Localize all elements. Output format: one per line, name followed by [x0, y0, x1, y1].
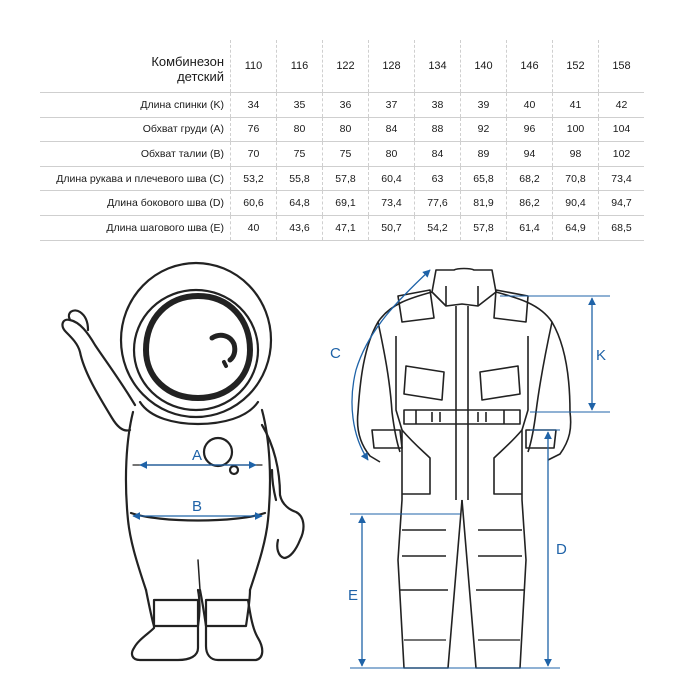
table-cell: 86,2	[507, 191, 553, 216]
table-cell: 64,9	[553, 215, 599, 240]
table-cell: 63	[415, 166, 461, 191]
label-k: K	[596, 347, 607, 364]
label-d: D	[556, 541, 567, 558]
table-cell: 57,8	[323, 166, 369, 191]
size-header-cell: 116	[277, 40, 323, 93]
size-header-cell: 146	[507, 40, 553, 93]
jumpsuit-dimensions	[350, 270, 610, 668]
astronaut-figure	[63, 263, 304, 660]
size-header-cell: 110	[231, 40, 277, 93]
row-label: Длина спинки (K)	[40, 93, 231, 118]
table-cell: 54,2	[415, 215, 461, 240]
table-cell: 100	[553, 117, 599, 142]
row-label: Обхват груди (A)	[40, 117, 231, 142]
table-cell: 80	[323, 117, 369, 142]
table-cell: 41	[553, 93, 599, 118]
table-cell: 94	[507, 142, 553, 167]
table-cell: 94,7	[599, 191, 645, 216]
table-cell: 90,4	[553, 191, 599, 216]
row-label: Длина шагового шва (E)	[40, 215, 231, 240]
size-header-cell: 134	[415, 40, 461, 93]
table-cell: 102	[599, 142, 645, 167]
table-cell: 92	[461, 117, 507, 142]
table-cell: 57,8	[461, 215, 507, 240]
table-cell: 70,8	[553, 166, 599, 191]
table-cell: 55,8	[277, 166, 323, 191]
table-cell: 38	[415, 93, 461, 118]
table-cell: 96	[507, 117, 553, 142]
table-cell: 43,6	[277, 215, 323, 240]
table-cell: 77,6	[415, 191, 461, 216]
size-header-cell: 158	[599, 40, 645, 93]
jumpsuit-figure	[358, 269, 571, 669]
table-cell: 64,8	[277, 191, 323, 216]
label-e: E	[348, 587, 359, 604]
table-cell: 88	[415, 117, 461, 142]
table-cell: 60,6	[231, 191, 277, 216]
table-cell: 70	[231, 142, 277, 167]
table-cell: 76	[231, 117, 277, 142]
row-label: Обхват талии (B)	[40, 142, 231, 167]
table-cell: 60,4	[369, 166, 415, 191]
table-cell: 73,4	[599, 166, 645, 191]
row-label: Длина бокового шва (D)	[40, 191, 231, 216]
table-cell: 37	[369, 93, 415, 118]
table-cell: 68,2	[507, 166, 553, 191]
table-cell: 35	[277, 93, 323, 118]
table-cell: 40	[507, 93, 553, 118]
table-cell: 84	[415, 142, 461, 167]
table-cell: 42	[599, 93, 645, 118]
table-cell: 104	[599, 117, 645, 142]
table-cell: 36	[323, 93, 369, 118]
table-cell: 69,1	[323, 191, 369, 216]
table-cell: 40	[231, 215, 277, 240]
row-label: Длина рукава и плечевого шва (C)	[40, 166, 231, 191]
table-cell: 75	[277, 142, 323, 167]
table-cell: 80	[277, 117, 323, 142]
table-cell: 89	[461, 142, 507, 167]
size-header-cell: 128	[369, 40, 415, 93]
label-a: A	[192, 447, 203, 464]
table-cell: 47,1	[323, 215, 369, 240]
table-cell: 65,8	[461, 166, 507, 191]
table-cell: 61,4	[507, 215, 553, 240]
table-cell: 34	[231, 93, 277, 118]
table-cell: 81,9	[461, 191, 507, 216]
table-cell: 80	[369, 142, 415, 167]
label-b: B	[192, 498, 203, 515]
table-cell: 68,5	[599, 215, 645, 240]
table-cell: 98	[553, 142, 599, 167]
table-cell: 50,7	[369, 215, 415, 240]
table-cell: 75	[323, 142, 369, 167]
size-header-cell: 140	[461, 40, 507, 93]
table-cell: 53,2	[231, 166, 277, 191]
size-header-cell: 152	[553, 40, 599, 93]
label-c: C	[330, 345, 341, 362]
size-header-cell: 122	[323, 40, 369, 93]
table-title-line2: детский	[177, 69, 224, 84]
table-cell: 73,4	[369, 191, 415, 216]
table-title-line1: Комбинезон	[151, 54, 224, 69]
table-cell: 39	[461, 93, 507, 118]
table-cell: 84	[369, 117, 415, 142]
